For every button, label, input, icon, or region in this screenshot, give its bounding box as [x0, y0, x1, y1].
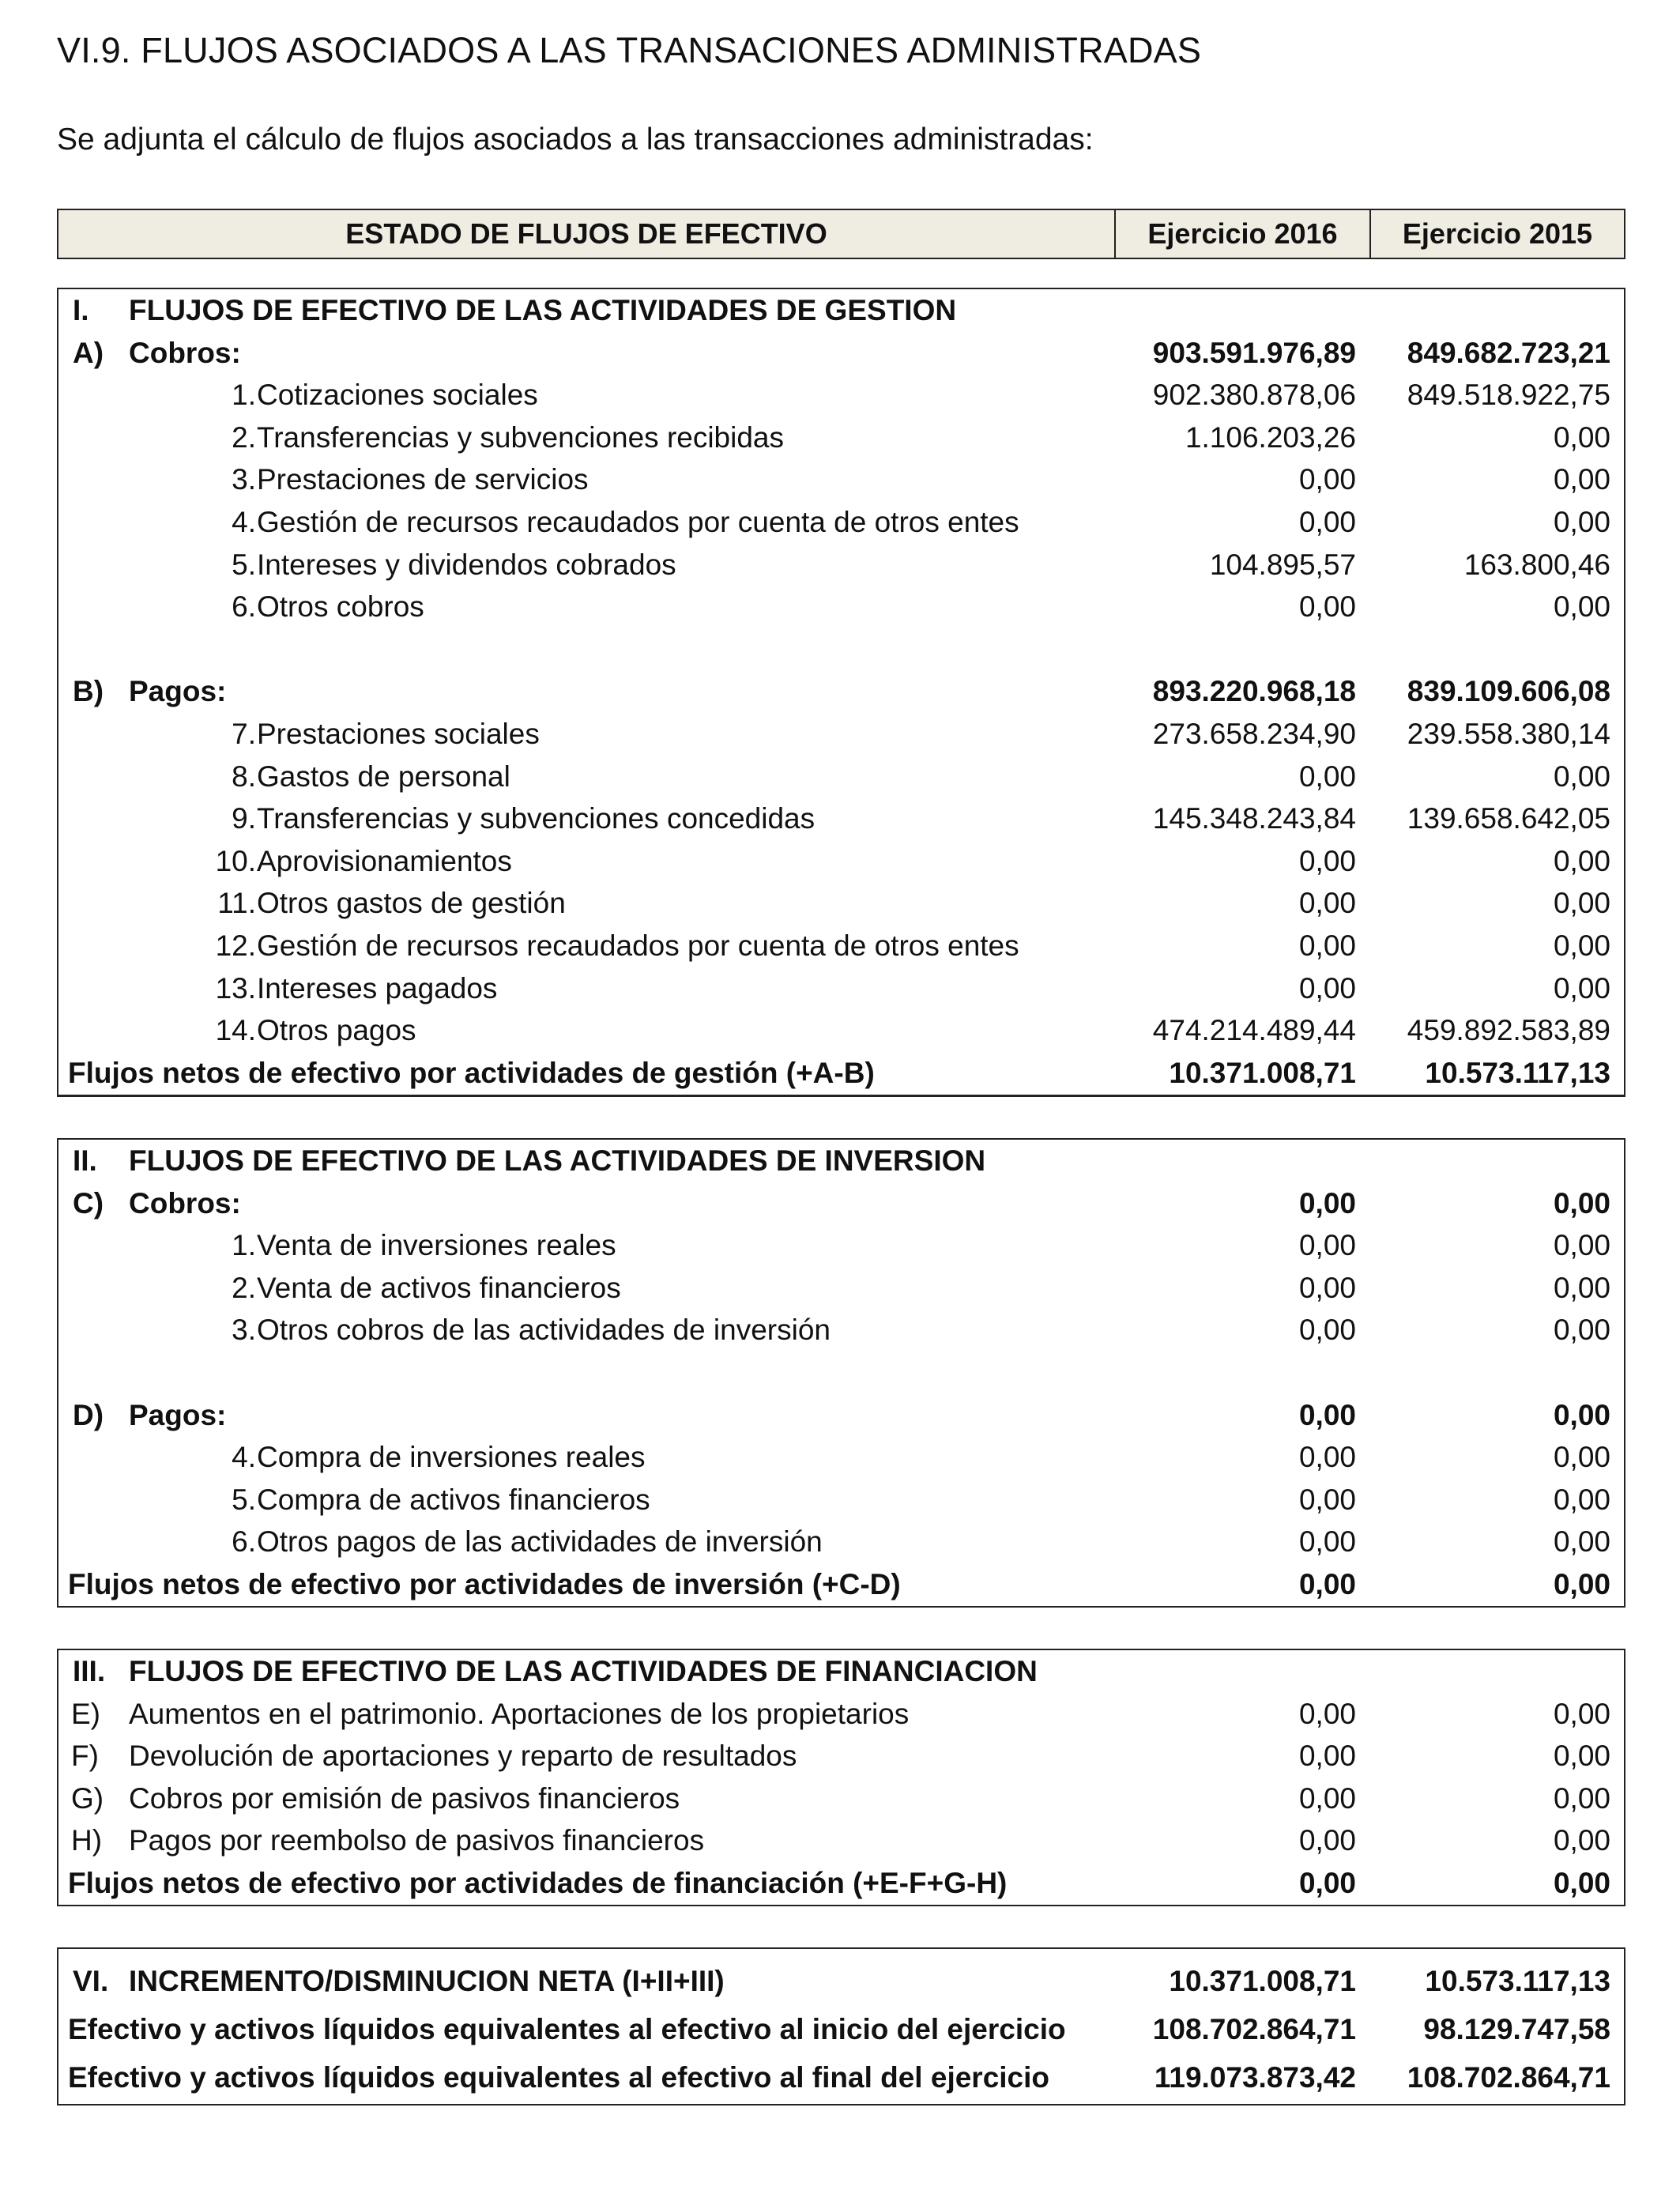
value-2016: 0,00	[1298, 844, 1356, 877]
line-number: 11.	[217, 887, 256, 920]
summary-row	[58, 2053, 1624, 2102]
spacer-row	[58, 1351, 1624, 1394]
line-label: Gestión de recursos recaudados por cuenta de otros entes	[257, 929, 1019, 962]
line-label: Otros cobros de las actividades de inversión	[257, 1314, 831, 1347]
value-2015: 163.800,46	[1463, 548, 1610, 581]
value-2015: 849.518.922,75	[1407, 379, 1610, 412]
line-item-row	[58, 1735, 1624, 1777]
value-2015: 0,00	[1553, 929, 1610, 962]
value-2016: 10.371.008,71	[1169, 1965, 1356, 1997]
total-2016: 0,00	[1298, 1567, 1356, 1600]
value-2016: 104.895,57	[1209, 548, 1356, 581]
value-2015: 0,00	[1553, 1697, 1610, 1730]
value-2016: 0,00	[1298, 887, 1356, 920]
summary-label: Efectivo y activos líquidos equivalentes al efectivo al inicio del ejercicio	[68, 2013, 1066, 2045]
line-label: Gestión de recursos recaudados por cuenta de otros entes	[257, 505, 1019, 538]
line-label: Intereses pagados	[257, 971, 498, 1005]
value-2016: 0,00	[1298, 505, 1356, 538]
section-heading: FLUJOS DE EFECTIVO DE LAS ACTIVIDADES DE GESTION	[129, 294, 957, 326]
group-letter: B)	[73, 675, 104, 708]
page-title: VI.9. FLUJOS ASOCIADOS A LAS TRANSACIONES ADMINISTRADAS	[57, 30, 1202, 70]
line-label: Prestaciones sociales	[257, 717, 540, 750]
value-2015: 0,00	[1553, 1824, 1610, 1857]
line-letter: H)	[71, 1824, 103, 1857]
line-item-row	[58, 840, 1624, 883]
group-label: Cobros:	[129, 336, 241, 369]
header-col-statement: ESTADO DE FLUJOS DE EFECTIVO	[58, 210, 1116, 258]
line-item-row	[58, 1009, 1624, 1052]
line-item-row	[58, 501, 1624, 544]
line-label: Venta de activos financieros	[257, 1271, 621, 1304]
value-2016: 0,00	[1298, 971, 1356, 1005]
section-inversion	[57, 1138, 1625, 1608]
value-2016: 108.702.864,71	[1152, 2013, 1356, 2045]
value-2016: 0,00	[1298, 1229, 1356, 1262]
value-2016: 1.106.203,26	[1185, 420, 1356, 454]
total-label: Flujos netos de efectivo por actividades de inversión (+C-D)	[68, 1567, 901, 1600]
line-letter: E)	[71, 1697, 100, 1730]
line-number: 6.	[232, 590, 256, 624]
line-item-row	[58, 1436, 1624, 1479]
roman-numeral: I.	[73, 294, 89, 326]
line-label: Cobros por emisión de pasivos financieros	[129, 1781, 680, 1815]
value-2016: 0,00	[1298, 1186, 1356, 1220]
value-2016: 145.348.243,84	[1152, 802, 1356, 835]
value-2016: 0,00	[1298, 1271, 1356, 1304]
group-letter: A)	[73, 336, 104, 369]
total-2015: 0,00	[1553, 1866, 1610, 1899]
section-heading-row	[58, 1650, 1624, 1693]
line-label: Prestaciones de servicios	[257, 463, 589, 496]
value-2016: 0,00	[1298, 1441, 1356, 1474]
line-item-row	[58, 1267, 1624, 1310]
total-label: Flujos netos de efectivo por actividades de gestión (+A-B)	[68, 1056, 875, 1089]
line-number: 1.	[232, 379, 256, 412]
line-number: 8.	[232, 760, 256, 793]
line-label: Otros pagos	[257, 1014, 416, 1047]
group-label: Cobros:	[129, 1186, 241, 1220]
line-label: Devolución de aportaciones y reparto de resultados	[129, 1740, 797, 1773]
value-2015: 839.109.606,08	[1407, 675, 1610, 708]
section-incremento	[57, 1947, 1625, 2105]
line-label: Intereses y dividendos cobrados	[257, 548, 676, 581]
value-2015: 10.573.117,13	[1425, 1965, 1610, 1997]
roman-numeral: II.	[73, 1144, 97, 1177]
line-item-row	[58, 374, 1624, 417]
value-2015: 0,00	[1553, 844, 1610, 877]
line-number: 13.	[215, 971, 256, 1005]
section-financiacion	[57, 1649, 1625, 1906]
value-2015: 0,00	[1553, 887, 1610, 920]
total-row	[58, 1052, 1624, 1095]
section-heading-row	[58, 1140, 1624, 1182]
line-item-row	[58, 925, 1624, 967]
line-item-row	[58, 1777, 1624, 1820]
line-item-row	[58, 713, 1624, 756]
value-2016: 0,00	[1298, 1824, 1356, 1857]
group-letter: D)	[73, 1398, 104, 1431]
value-2016: 0,00	[1298, 463, 1356, 496]
value-2016: 273.658.234,90	[1152, 717, 1356, 750]
line-label: Otros pagos de las actividades de inversión	[257, 1525, 823, 1559]
value-2016: 474.214.489,44	[1152, 1014, 1356, 1047]
section-heading: INCREMENTO/DISMINUCION NETA (I+II+III)	[129, 1965, 725, 1997]
line-label: Otros cobros	[257, 590, 424, 624]
value-2015: 0,00	[1553, 1398, 1610, 1431]
value-2015: 0,00	[1553, 1525, 1610, 1559]
value-2015: 0,00	[1553, 505, 1610, 538]
line-number: 5.	[232, 548, 256, 581]
value-2015: 0,00	[1553, 420, 1610, 454]
value-2015: 108.702.864,71	[1407, 2061, 1610, 2094]
total-row	[58, 1563, 1624, 1606]
line-number: 14.	[215, 1014, 256, 1047]
line-number: 2.	[232, 420, 256, 454]
section-heading-row	[58, 289, 1624, 332]
line-label: Compra de activos financieros	[257, 1483, 650, 1516]
line-letter: G)	[71, 1781, 104, 1815]
line-label: Venta de inversiones reales	[257, 1229, 616, 1262]
total-2016: 10.371.008,71	[1169, 1056, 1356, 1089]
line-label: Aumentos en el patrimonio. Aportaciones de los propietarios	[129, 1697, 910, 1730]
value-2015: 0,00	[1553, 971, 1610, 1005]
value-2016: 893.220.968,18	[1152, 675, 1356, 708]
value-2015: 139.658.642,05	[1407, 802, 1610, 835]
summary-row	[58, 2005, 1624, 2053]
group-label: Pagos:	[129, 675, 227, 708]
value-2015: 0,00	[1553, 1483, 1610, 1516]
group-row-cobros	[58, 1182, 1624, 1225]
group-row-cobros	[58, 332, 1624, 375]
line-label: Cotizaciones sociales	[257, 379, 538, 412]
total-2015: 10.573.117,13	[1425, 1056, 1610, 1089]
value-2016: 0,00	[1298, 1697, 1356, 1730]
line-number: 3.	[232, 463, 256, 496]
spacer-row	[58, 628, 1624, 671]
value-2016: 0,00	[1298, 929, 1356, 962]
line-letter: F)	[71, 1740, 99, 1773]
value-2015: 0,00	[1553, 590, 1610, 624]
line-item-row	[58, 1521, 1624, 1563]
group-row-pagos	[58, 670, 1624, 713]
value-2015: 459.892.583,89	[1407, 1014, 1610, 1047]
total-row	[58, 1862, 1624, 1905]
line-label: Compra de inversiones reales	[257, 1441, 646, 1474]
value-2016: 0,00	[1298, 1525, 1356, 1559]
value-2015: 849.682.723,21	[1407, 336, 1610, 369]
total-2015: 0,00	[1553, 1567, 1610, 1600]
value-2016: 0,00	[1298, 1781, 1356, 1815]
line-number: 10.	[215, 844, 256, 877]
line-item-row	[58, 882, 1624, 925]
line-number: 2.	[232, 1271, 256, 1304]
line-item-row	[58, 458, 1624, 501]
line-number: 7.	[232, 717, 256, 750]
line-number: 6.	[232, 1525, 256, 1559]
value-2015: 0,00	[1553, 1271, 1610, 1304]
group-letter: C)	[73, 1186, 104, 1220]
line-item-row	[58, 967, 1624, 1010]
line-item-row	[58, 544, 1624, 586]
section-heading: FLUJOS DE EFECTIVO DE LAS ACTIVIDADES DE INVERSION	[129, 1144, 986, 1177]
line-number: 3.	[232, 1314, 256, 1347]
section-heading-row	[58, 1957, 1624, 2005]
value-2015: 98.129.747,58	[1423, 2013, 1610, 2045]
value-2016: 0,00	[1298, 1398, 1356, 1431]
line-number: 12.	[215, 929, 256, 962]
line-item-row	[58, 756, 1624, 798]
value-2015: 0,00	[1553, 1229, 1610, 1262]
value-2015: 0,00	[1553, 1441, 1610, 1474]
line-label: Aprovisionamientos	[257, 844, 512, 877]
line-item-row	[58, 586, 1624, 628]
line-label: Transferencias y subvenciones recibidas	[257, 420, 785, 454]
section-gestion	[57, 288, 1625, 1097]
value-2015: 0,00	[1553, 1781, 1610, 1815]
line-item-row	[58, 797, 1624, 840]
line-item-row	[58, 1479, 1624, 1521]
value-2016: 902.380.878,06	[1152, 379, 1356, 412]
value-2016: 119.073.873,42	[1154, 2061, 1356, 2094]
intro-text: Se adjunta el cálculo de flujos asociados a las transacciones administradas:	[57, 123, 1094, 156]
value-2015: 239.558.380,14	[1407, 717, 1610, 750]
value-2015: 0,00	[1553, 1740, 1610, 1773]
line-number: 4.	[232, 1441, 256, 1474]
value-2016: 0,00	[1298, 1314, 1356, 1347]
value-2016: 0,00	[1298, 590, 1356, 624]
line-label: Transferencias y subvenciones concedidas	[257, 802, 816, 835]
group-label: Pagos:	[129, 1398, 227, 1431]
line-item-row	[58, 1693, 1624, 1736]
value-2015: 0,00	[1553, 1186, 1610, 1220]
line-item-row	[58, 1819, 1624, 1862]
line-number: 9.	[232, 802, 256, 835]
line-label: Pagos por reembolso de pasivos financieros	[129, 1824, 705, 1857]
line-item-row	[58, 1224, 1624, 1267]
value-2015: 0,00	[1553, 1314, 1610, 1347]
value-2015: 0,00	[1553, 463, 1610, 496]
roman-numeral: III.	[73, 1655, 106, 1687]
total-2016: 0,00	[1298, 1866, 1356, 1899]
line-number: 1.	[232, 1229, 256, 1262]
value-2016: 0,00	[1298, 760, 1356, 793]
summary-label: Efectivo y activos líquidos equivalentes al efectivo al final del ejercicio	[68, 2061, 1050, 2094]
line-label: Otros gastos de gestión	[257, 887, 566, 920]
value-2016: 0,00	[1298, 1483, 1356, 1516]
value-2016: 0,00	[1298, 1740, 1356, 1773]
header-col-2016: Ejercicio 2016	[1116, 210, 1371, 258]
line-label: Gastos de personal	[257, 760, 510, 793]
line-item-row	[58, 1309, 1624, 1351]
line-item-row	[58, 417, 1624, 459]
line-number: 4.	[232, 505, 256, 538]
value-2016: 903.591.976,89	[1152, 336, 1356, 369]
group-row-pagos	[58, 1394, 1624, 1437]
table-header	[57, 209, 1625, 259]
total-label: Flujos netos de efectivo por actividades de financiación (+E-F+G-H)	[68, 1866, 1008, 1899]
value-2015: 0,00	[1553, 760, 1610, 793]
line-number: 5.	[232, 1483, 256, 1516]
section-heading: FLUJOS DE EFECTIVO DE LAS ACTIVIDADES DE FINANCIACION	[129, 1655, 1038, 1687]
roman-numeral: VI.	[73, 1965, 109, 1997]
header-col-2015: Ejercicio 2015	[1402, 217, 1593, 250]
